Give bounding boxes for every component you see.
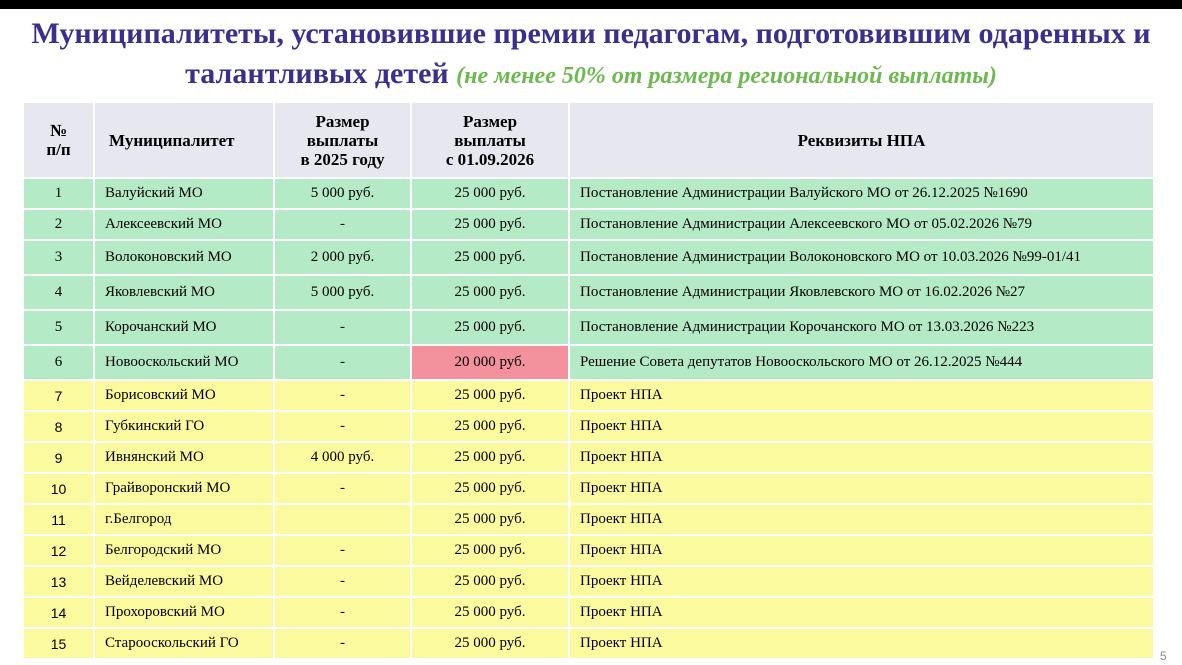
row-pay-2026: 25 000 руб. bbox=[411, 310, 569, 345]
header-pay-2026: Размер выплаты с 01.09.2026 bbox=[411, 102, 569, 178]
row-municipality: Борисовский МО bbox=[94, 380, 274, 411]
row-pay-2025: 2 000 руб. bbox=[274, 240, 411, 275]
table-row bbox=[23, 178, 1154, 209]
table-row bbox=[23, 310, 1154, 345]
row-pay-2025: - bbox=[274, 628, 411, 659]
top-bar bbox=[0, 0, 1182, 9]
row-pay-2026: 25 000 руб. bbox=[411, 597, 569, 628]
table-row bbox=[23, 566, 1154, 597]
table-row bbox=[23, 380, 1154, 411]
row-municipality: Корочанский МО bbox=[94, 310, 274, 345]
row-municipality: Грайворонский МО bbox=[94, 473, 274, 504]
row-municipality: Валуйский МО bbox=[94, 178, 274, 209]
table-row bbox=[23, 473, 1154, 504]
row-pay-2026: 25 000 руб. bbox=[411, 380, 569, 411]
row-municipality: Губкинский ГО bbox=[94, 411, 274, 442]
row-npa: Проект НПА bbox=[569, 566, 1154, 597]
row-pay-2026: 25 000 руб. bbox=[411, 240, 569, 275]
slide-title bbox=[0, 14, 1182, 96]
row-npa: Проект НПА bbox=[569, 380, 1154, 411]
row-pay-2026: 25 000 руб. bbox=[411, 275, 569, 310]
row-pay-2026: 25 000 руб. bbox=[411, 535, 569, 566]
row-num: 15 bbox=[23, 628, 94, 659]
municipalities-table bbox=[22, 101, 1155, 660]
row-num: 5 bbox=[23, 310, 94, 345]
row-pay-2025: - bbox=[274, 380, 411, 411]
table-row bbox=[23, 411, 1154, 442]
row-pay-2025: 5 000 руб. bbox=[274, 275, 411, 310]
table-row bbox=[23, 240, 1154, 275]
row-municipality: Прохоровский МО bbox=[94, 597, 274, 628]
table-row bbox=[23, 442, 1154, 473]
header-pay-2025: Размер выплаты в 2025 году bbox=[274, 102, 411, 178]
table-header-row bbox=[23, 102, 1154, 178]
row-num: 10 bbox=[23, 473, 94, 504]
row-npa: Проект НПА bbox=[569, 535, 1154, 566]
row-pay-2025: - bbox=[274, 535, 411, 566]
row-pay-2025 bbox=[274, 504, 411, 535]
table-row bbox=[23, 345, 1154, 380]
row-npa: Проект НПА bbox=[569, 628, 1154, 659]
row-municipality: Яковлевский МО bbox=[94, 275, 274, 310]
row-num: 3 bbox=[23, 240, 94, 275]
row-pay-2025: - bbox=[274, 345, 411, 380]
row-npa: Постановление Администрации Алексеевского МО от 05.02.2026 №79 bbox=[569, 209, 1154, 240]
row-num: 9 bbox=[23, 442, 94, 473]
row-npa: Проект НПА bbox=[569, 442, 1154, 473]
table-row bbox=[23, 597, 1154, 628]
row-num: 2 bbox=[23, 209, 94, 240]
row-pay-2026: 25 000 руб. bbox=[411, 411, 569, 442]
table-row bbox=[23, 535, 1154, 566]
row-pay-2026: 25 000 руб. bbox=[411, 442, 569, 473]
row-pay-2025: 5 000 руб. bbox=[274, 178, 411, 209]
row-npa: Постановление Администрации Корочанского МО от 13.03.2026 №223 bbox=[569, 310, 1154, 345]
row-num: 8 bbox=[23, 411, 94, 442]
row-npa: Постановление Администрации Волоконовского МО от 10.03.2026 №99-01/41 bbox=[569, 240, 1154, 275]
row-municipality: Алексеевский МО bbox=[94, 209, 274, 240]
row-num: 6 bbox=[23, 345, 94, 380]
row-num: 7 bbox=[23, 380, 94, 411]
row-num: 1 bbox=[23, 178, 94, 209]
row-npa: Проект НПА bbox=[569, 473, 1154, 504]
row-num: 12 bbox=[23, 535, 94, 566]
row-num: 4 bbox=[23, 275, 94, 310]
page-number: 5 bbox=[1160, 649, 1167, 663]
row-npa: Проект НПА bbox=[569, 504, 1154, 535]
table-row bbox=[23, 628, 1154, 659]
row-municipality: Вейделевский МО bbox=[94, 566, 274, 597]
row-npa: Постановление Администрации Яковлевского МО от 16.02.2026 №27 bbox=[569, 275, 1154, 310]
title-note: (не менее 50% от размера региональной выплаты) bbox=[456, 63, 997, 89]
table-row bbox=[23, 504, 1154, 535]
header-num: № п/п bbox=[23, 102, 94, 178]
row-pay-2025: - bbox=[274, 310, 411, 345]
row-municipality: Новооскольский МО bbox=[94, 345, 274, 380]
row-num: 13 bbox=[23, 566, 94, 597]
row-npa: Проект НПА bbox=[569, 411, 1154, 442]
header-npa: Реквизиты НПА bbox=[569, 102, 1154, 178]
row-municipality: Старооскольский ГО bbox=[94, 628, 274, 659]
row-npa: Решение Совета депутатов Новооскольского МО от 26.12.2025 №444 bbox=[569, 345, 1154, 380]
row-pay-2025: - bbox=[274, 597, 411, 628]
row-pay-2025: 4 000 руб. bbox=[274, 442, 411, 473]
row-pay-2025: - bbox=[274, 209, 411, 240]
row-npa: Постановление Администрации Валуйского МО от 26.12.2025 №1690 bbox=[569, 178, 1154, 209]
table-row bbox=[23, 209, 1154, 240]
row-num: 14 bbox=[23, 597, 94, 628]
title-main: Муниципалитеты, установившие премии педагогам, подготовившим одаренных и талантливых детей bbox=[31, 17, 1151, 90]
row-pay-2026: 25 000 руб. bbox=[411, 209, 569, 240]
row-pay-2026: 25 000 руб. bbox=[411, 473, 569, 504]
row-pay-2026: 25 000 руб. bbox=[411, 504, 569, 535]
row-municipality: Белгородский МО bbox=[94, 535, 274, 566]
row-municipality: Волоконовский МО bbox=[94, 240, 274, 275]
row-municipality: г.Белгород bbox=[94, 504, 274, 535]
row-pay-2026: 25 000 руб. bbox=[411, 628, 569, 659]
row-npa: Проект НПА bbox=[569, 597, 1154, 628]
header-municipality: Муниципалитет bbox=[94, 102, 274, 178]
row-num: 11 bbox=[23, 504, 94, 535]
row-pay-2025: - bbox=[274, 411, 411, 442]
table-row bbox=[23, 275, 1154, 310]
row-municipality: Ивнянский МО bbox=[94, 442, 274, 473]
row-pay-2026: 25 000 руб. bbox=[411, 566, 569, 597]
row-pay-2025: - bbox=[274, 566, 411, 597]
row-pay-2026-highlighted: 20 000 руб. bbox=[411, 345, 569, 380]
row-pay-2025: - bbox=[274, 473, 411, 504]
row-pay-2026: 25 000 руб. bbox=[411, 178, 569, 209]
